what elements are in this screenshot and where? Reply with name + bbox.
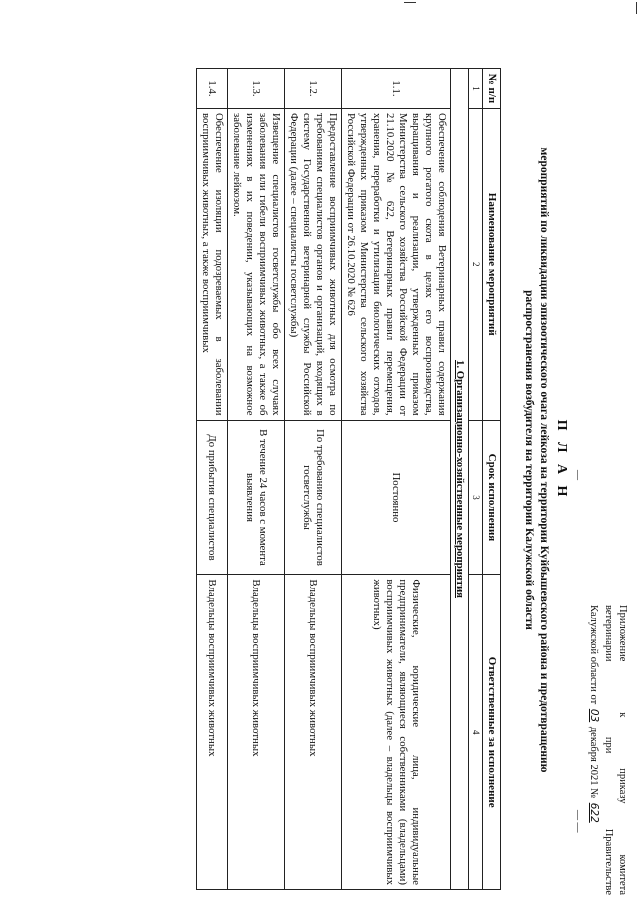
row-number: 1.3. — [228, 69, 285, 109]
appendix-word: приказу — [617, 768, 628, 804]
section-row — [451, 69, 469, 890]
subtitle-line-2: распространения возбудителя на территории Калужской области — [523, 290, 535, 630]
header-name: Наименование мероприятий — [483, 108, 501, 420]
section-title: 1. Организационно-хозяйственные мероприятия — [451, 69, 469, 890]
appendix-line-1 — [615, 605, 629, 895]
page-subtitle — [521, 40, 551, 880]
header-resp: Ответственные за исполнение — [483, 575, 501, 890]
appendix-date-rest: декабря 2021 № — [588, 726, 599, 799]
row-measure: Обеспечение изоляции подозреваемых в заболевании восприимчивых животных, а также восприимчивых — [197, 108, 228, 420]
appendix-word: при — [603, 736, 614, 754]
row-measure: Предоставление восприимчивых животных для осмотра по требованиям специалистов органов и организаций, входящих в систему Государственной ветеринарной службы Российской Федерации (далее – специалисты госветслужбы) — [285, 108, 342, 420]
appendix-word: комитета — [617, 854, 628, 895]
appendix-word: ветеринарии — [603, 605, 614, 662]
row-number: 1.4. — [197, 69, 228, 109]
row-responsible: Владельцы восприимчивых животных — [197, 575, 228, 890]
column-number: 2 — [469, 108, 483, 420]
table-header-row — [483, 69, 501, 890]
row-term: До прибытия специалистов — [197, 420, 228, 575]
appendix-word: к — [617, 712, 628, 718]
header-term: Срок исполнения — [483, 420, 501, 575]
column-number: 3 — [469, 420, 483, 575]
appendix-date-day: 03 — [588, 708, 600, 723]
appendix-line-3 — [586, 605, 601, 895]
plan-table — [196, 68, 501, 890]
row-number: 1.2. — [285, 69, 342, 109]
dash-mark-right: — — — [572, 810, 583, 833]
table-row — [285, 69, 342, 890]
appendix-word: Правительстве — [603, 828, 614, 895]
column-number-row — [469, 69, 483, 890]
table-row — [197, 69, 228, 890]
row-measure: Обеспечение соблюдения Ветеринарных правил содержания крупного рогатого скота в целях его воспроизводства, выращивания и реализации, утвержденных приказом Министерства сельского хозяйства Российской Федерации от 21.10.2020 № 622, Ветеринарных правил перемещения, хранения, переработки и утилизации биологических отходов, утвержденных приказом Министерства сельского хозяйства Российской Федерации от 26.10.2020 № 626 — [342, 108, 451, 420]
appendix-word: Приложение — [617, 605, 628, 662]
subtitle-line-1: мероприятий по ликвидации эпизоотического очага лейкоза на территории Куйбышевского района и предотвращению — [538, 147, 550, 773]
row-measure: Извещение специалистов госветслужбы обо всех случаях заболевания или гибели восприимчивых животных, а также об изменениях в их поведении, указывающих на возможное заболевание лейкозом. — [228, 108, 285, 420]
row-term: Постоянно — [342, 420, 451, 575]
table-row — [342, 69, 451, 890]
appendix-order-number: 622 — [588, 802, 600, 823]
column-number: 1 — [469, 69, 483, 109]
dash-marks — [573, 470, 583, 850]
page-title: П Л А Н — [554, 419, 569, 501]
row-responsible: Владельцы восприимчивых животных — [285, 575, 342, 890]
dash-mark-left: — — [572, 470, 583, 480]
row-responsible: Владельцы восприимчивых животных — [228, 575, 285, 890]
row-term: В течение 24 часов с момента выявления — [228, 420, 285, 575]
scan-corner-mark — [636, 2, 637, 14]
row-term: По требованию специалистов госветслужбы — [285, 420, 342, 575]
appendix-line-2 — [601, 605, 615, 895]
header-num: № п/п — [483, 69, 501, 109]
table-row — [228, 69, 285, 890]
row-responsible: Физические, юридические лица, индивидуальные предприниматели, являющиеся собственниками (владельцами) восприимчивых животных (далее – владельцы восприимчивых животных) — [342, 575, 451, 890]
title-block — [521, 40, 569, 880]
appendix-prefix: Калужской области от — [588, 605, 599, 705]
row-number: 1.1. — [342, 69, 451, 109]
appendix-note — [586, 605, 629, 895]
column-number: 4 — [469, 575, 483, 890]
scan-edge-mark — [404, 2, 416, 3]
